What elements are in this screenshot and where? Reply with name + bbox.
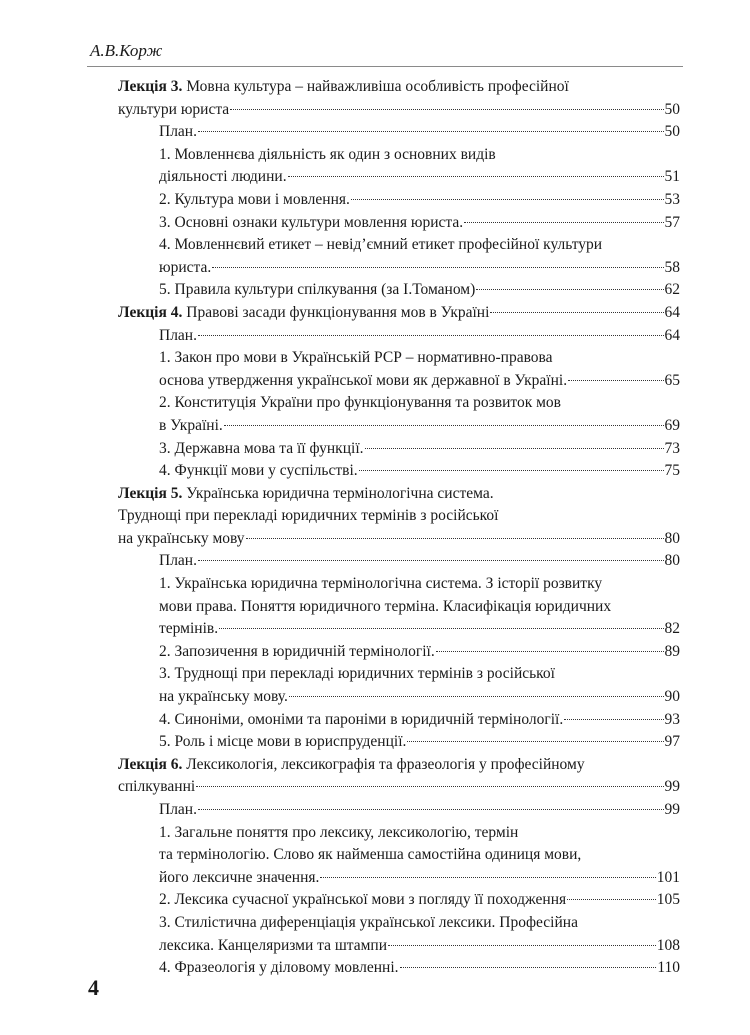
running-header-author: А.В.Корж (90, 41, 163, 60)
toc-title-text: Труднощі при перекладі юридичних термінів з російської (118, 507, 499, 525)
toc-title-text: 1. Закон про мови в Українській РСР – нормативно-правова (159, 349, 553, 367)
toc-title-text: лексика. Канцеляризми та штампи (159, 936, 388, 954)
dot-leader (388, 945, 656, 946)
dot-leader (320, 877, 655, 878)
toc-title-text: мови права. Поняття юридичного терміна. Класифікація юридичних (159, 597, 612, 615)
dot-leader (400, 967, 657, 968)
toc-line (118, 596, 680, 619)
toc-title-text: та термінологію. Слово як найменша самостійна одиниця мови, (159, 846, 582, 864)
toc-line (118, 370, 680, 393)
toc-entry (118, 889, 680, 912)
toc-page-number: 73 (664, 439, 680, 457)
toc-line (118, 392, 680, 415)
dot-leader (230, 109, 663, 110)
toc-title-text: 4. Синоніми, омоніми та пароніми в юридичній термінології. (159, 710, 564, 728)
toc-page-number: 80 (664, 529, 680, 547)
toc-line (118, 957, 680, 980)
dot-leader (196, 786, 663, 787)
toc-page-number: 58 (664, 258, 680, 276)
dot-leader (351, 199, 664, 200)
toc-entry (118, 279, 680, 302)
toc-title-text: 1. Загальне поняття про лексику, лексикологію, термін (159, 823, 519, 841)
toc-line (118, 415, 680, 438)
dot-leader (464, 222, 663, 223)
dot-leader (567, 899, 656, 900)
toc-entry (118, 957, 680, 980)
toc-title-text: План. (159, 123, 197, 141)
toc-title-text: 4. Функції мови у суспільстві. (159, 462, 358, 480)
toc-line (118, 347, 680, 370)
page-number: 4 (88, 975, 99, 1000)
toc-entry (118, 663, 680, 708)
dot-leader (476, 289, 663, 290)
toc-title-text: 1. Мовленнєва діяльність як один з основних видів (159, 145, 496, 163)
toc-line (118, 618, 680, 641)
table-of-contents (118, 76, 680, 980)
toc-title-text: 5. Правила культури спілкування (за І.Томаном) (159, 281, 476, 299)
toc-entry (118, 822, 680, 890)
toc-page-number: 51 (664, 168, 680, 186)
toc-entry (118, 121, 680, 144)
toc-lecture-entry (118, 483, 680, 551)
toc-title-text: 2. Конституція України про функціонування та розвиток мов (159, 394, 561, 412)
toc-entry (118, 709, 680, 732)
lecture-label: Лекція 5. (118, 484, 183, 502)
toc-title-text: його лексичне значення. (159, 868, 320, 886)
dot-leader (407, 741, 663, 742)
dot-leader (246, 538, 664, 539)
toc-page-number: 89 (664, 642, 680, 660)
toc-title-text: культури юриста (118, 100, 230, 118)
toc-page-number: 90 (664, 688, 680, 706)
toc-lecture-entry (118, 76, 680, 121)
toc-title-text: юриста. (159, 258, 212, 276)
toc-line (118, 528, 680, 551)
toc-line (118, 144, 680, 167)
dot-leader (198, 131, 664, 132)
lecture-label: Лекція 6. (118, 755, 183, 773)
toc-title-text: 5. Роль і місце мови в юриспруденції. (159, 733, 407, 751)
toc-entry (118, 325, 680, 348)
toc-line (118, 483, 680, 506)
toc-entry (118, 347, 680, 392)
toc-page-number: 105 (656, 891, 680, 909)
toc-title-text: основа утвердження української мови як державної в Україні. (159, 371, 568, 389)
toc-line (118, 822, 680, 845)
toc-page-number: 50 (664, 100, 680, 118)
toc-entry (118, 573, 680, 641)
toc-line (118, 641, 680, 664)
toc-entry (118, 912, 680, 957)
toc-line (118, 550, 680, 573)
header-divider (87, 66, 683, 67)
dot-leader (198, 560, 664, 561)
dot-leader (212, 267, 663, 268)
dot-leader (224, 425, 664, 426)
toc-line (118, 709, 680, 732)
toc-title-text: в Україні. (159, 416, 223, 434)
toc-line (118, 257, 680, 280)
dot-leader (490, 312, 663, 313)
toc-page-number: 99 (664, 778, 680, 796)
toc-entry (118, 144, 680, 189)
toc-line (118, 573, 680, 596)
dot-leader (568, 380, 663, 381)
toc-line (118, 663, 680, 686)
toc-title-text: Правові засади функціонування мов в Україні (186, 303, 490, 321)
toc-line (118, 867, 680, 890)
toc-line (118, 889, 680, 912)
dot-leader (198, 335, 664, 336)
toc-line (118, 121, 680, 144)
toc-line (118, 99, 680, 122)
toc-title-text: діяльності людини. (159, 168, 287, 186)
toc-page-number: 93 (664, 710, 680, 728)
toc-line (118, 460, 680, 483)
toc-page-number: 75 (664, 462, 680, 480)
toc-page-number: 82 (664, 620, 680, 638)
toc-line (118, 212, 680, 235)
toc-entry (118, 189, 680, 212)
toc-page-number: 62 (664, 281, 680, 299)
dot-leader (219, 628, 663, 629)
toc-title-text: на українську мову (118, 529, 245, 547)
toc-page-number: 80 (664, 552, 680, 570)
toc-title-text: Українська юридична термінологічна система. (186, 484, 494, 502)
lecture-label: Лекція 3. (118, 78, 183, 95)
toc-title-text: Мовна культура – найважливіша особливість професійної (186, 78, 569, 95)
toc-page-number: 101 (656, 868, 680, 886)
toc-entry (118, 234, 680, 279)
toc-entry (118, 641, 680, 664)
toc-title-text: 2. Культура мови і мовлення. (159, 190, 350, 208)
dot-leader (359, 470, 664, 471)
toc-title-text: 3. Основні ознаки культури мовлення юриста. (159, 213, 464, 231)
dot-leader (365, 448, 664, 449)
toc-title-text: 2. Запозичення в юридичній термінології. (159, 642, 435, 660)
toc-title-text: 3. Державна мова та її функції. (159, 439, 364, 457)
toc-title-text: 1. Українська юридична термінологічна система. З історії розвитку (159, 575, 603, 593)
toc-page-number: 108 (656, 936, 680, 954)
toc-line (118, 912, 680, 935)
toc-page-number: 99 (664, 801, 680, 818)
toc-title-text: 4. Мовленнєвий етикет – невід’ємний етикет професійної культури (159, 236, 603, 254)
toc-page-number: 97 (664, 733, 680, 751)
toc-title-text: на українську мову. (159, 688, 288, 706)
toc-line (118, 754, 680, 777)
toc-title-text: План. (159, 552, 197, 570)
toc-page-number: 110 (657, 959, 680, 977)
toc-line (118, 731, 680, 754)
toc-page-number: 64 (664, 326, 680, 344)
toc-page-number: 69 (664, 416, 680, 434)
toc-title-text: 2. Лексика сучасної української мови з погляду її походження (159, 891, 567, 909)
toc-line (118, 438, 680, 461)
dot-leader (198, 809, 664, 810)
dot-leader (436, 651, 664, 652)
toc-title-text: 3. Труднощі при перекладі юридичних термінів з російської (159, 665, 555, 683)
toc-entry (118, 460, 680, 483)
toc-line (118, 189, 680, 212)
toc-lecture-entry (118, 302, 680, 325)
toc-line (118, 166, 680, 189)
dot-leader (289, 696, 664, 697)
dot-leader (288, 176, 664, 177)
toc-title-text: 4. Фразеологія у діловому мовленні. (159, 959, 399, 977)
toc-line (118, 799, 680, 822)
toc-title-text: 3. Стилістична диференціація української лексики. Професійна (159, 913, 578, 931)
toc-line (118, 234, 680, 257)
toc-line (118, 279, 680, 302)
toc-page-number: 53 (664, 190, 680, 208)
toc-line (118, 686, 680, 709)
toc-line (118, 844, 680, 867)
toc-line (118, 505, 680, 528)
toc-page-number: 50 (664, 123, 680, 141)
toc-title-text: План. (159, 326, 197, 344)
toc-entry (118, 731, 680, 754)
dot-leader (564, 719, 663, 720)
toc-entry (118, 438, 680, 461)
toc-entry (118, 212, 680, 235)
toc-line (118, 325, 680, 348)
toc-entry (118, 392, 680, 437)
toc-title-text: Лексикологія, лексикографія та фразеологія у професійному (186, 755, 585, 773)
toc-page-number: 65 (664, 371, 680, 389)
toc-title-text: План. (159, 801, 197, 818)
lecture-label: Лекція 4. (118, 303, 183, 321)
toc-line (118, 76, 680, 99)
toc-line (118, 776, 680, 799)
toc-page-number: 57 (664, 213, 680, 231)
toc-line (118, 302, 680, 325)
toc-title-text: спілкуванні (118, 778, 196, 796)
toc-lecture-entry (118, 754, 680, 799)
toc-entry (118, 550, 680, 573)
toc-title-text: термінів. (159, 620, 219, 638)
toc-line (118, 935, 680, 958)
toc-entry (118, 799, 680, 822)
toc-page-number: 64 (664, 303, 680, 321)
